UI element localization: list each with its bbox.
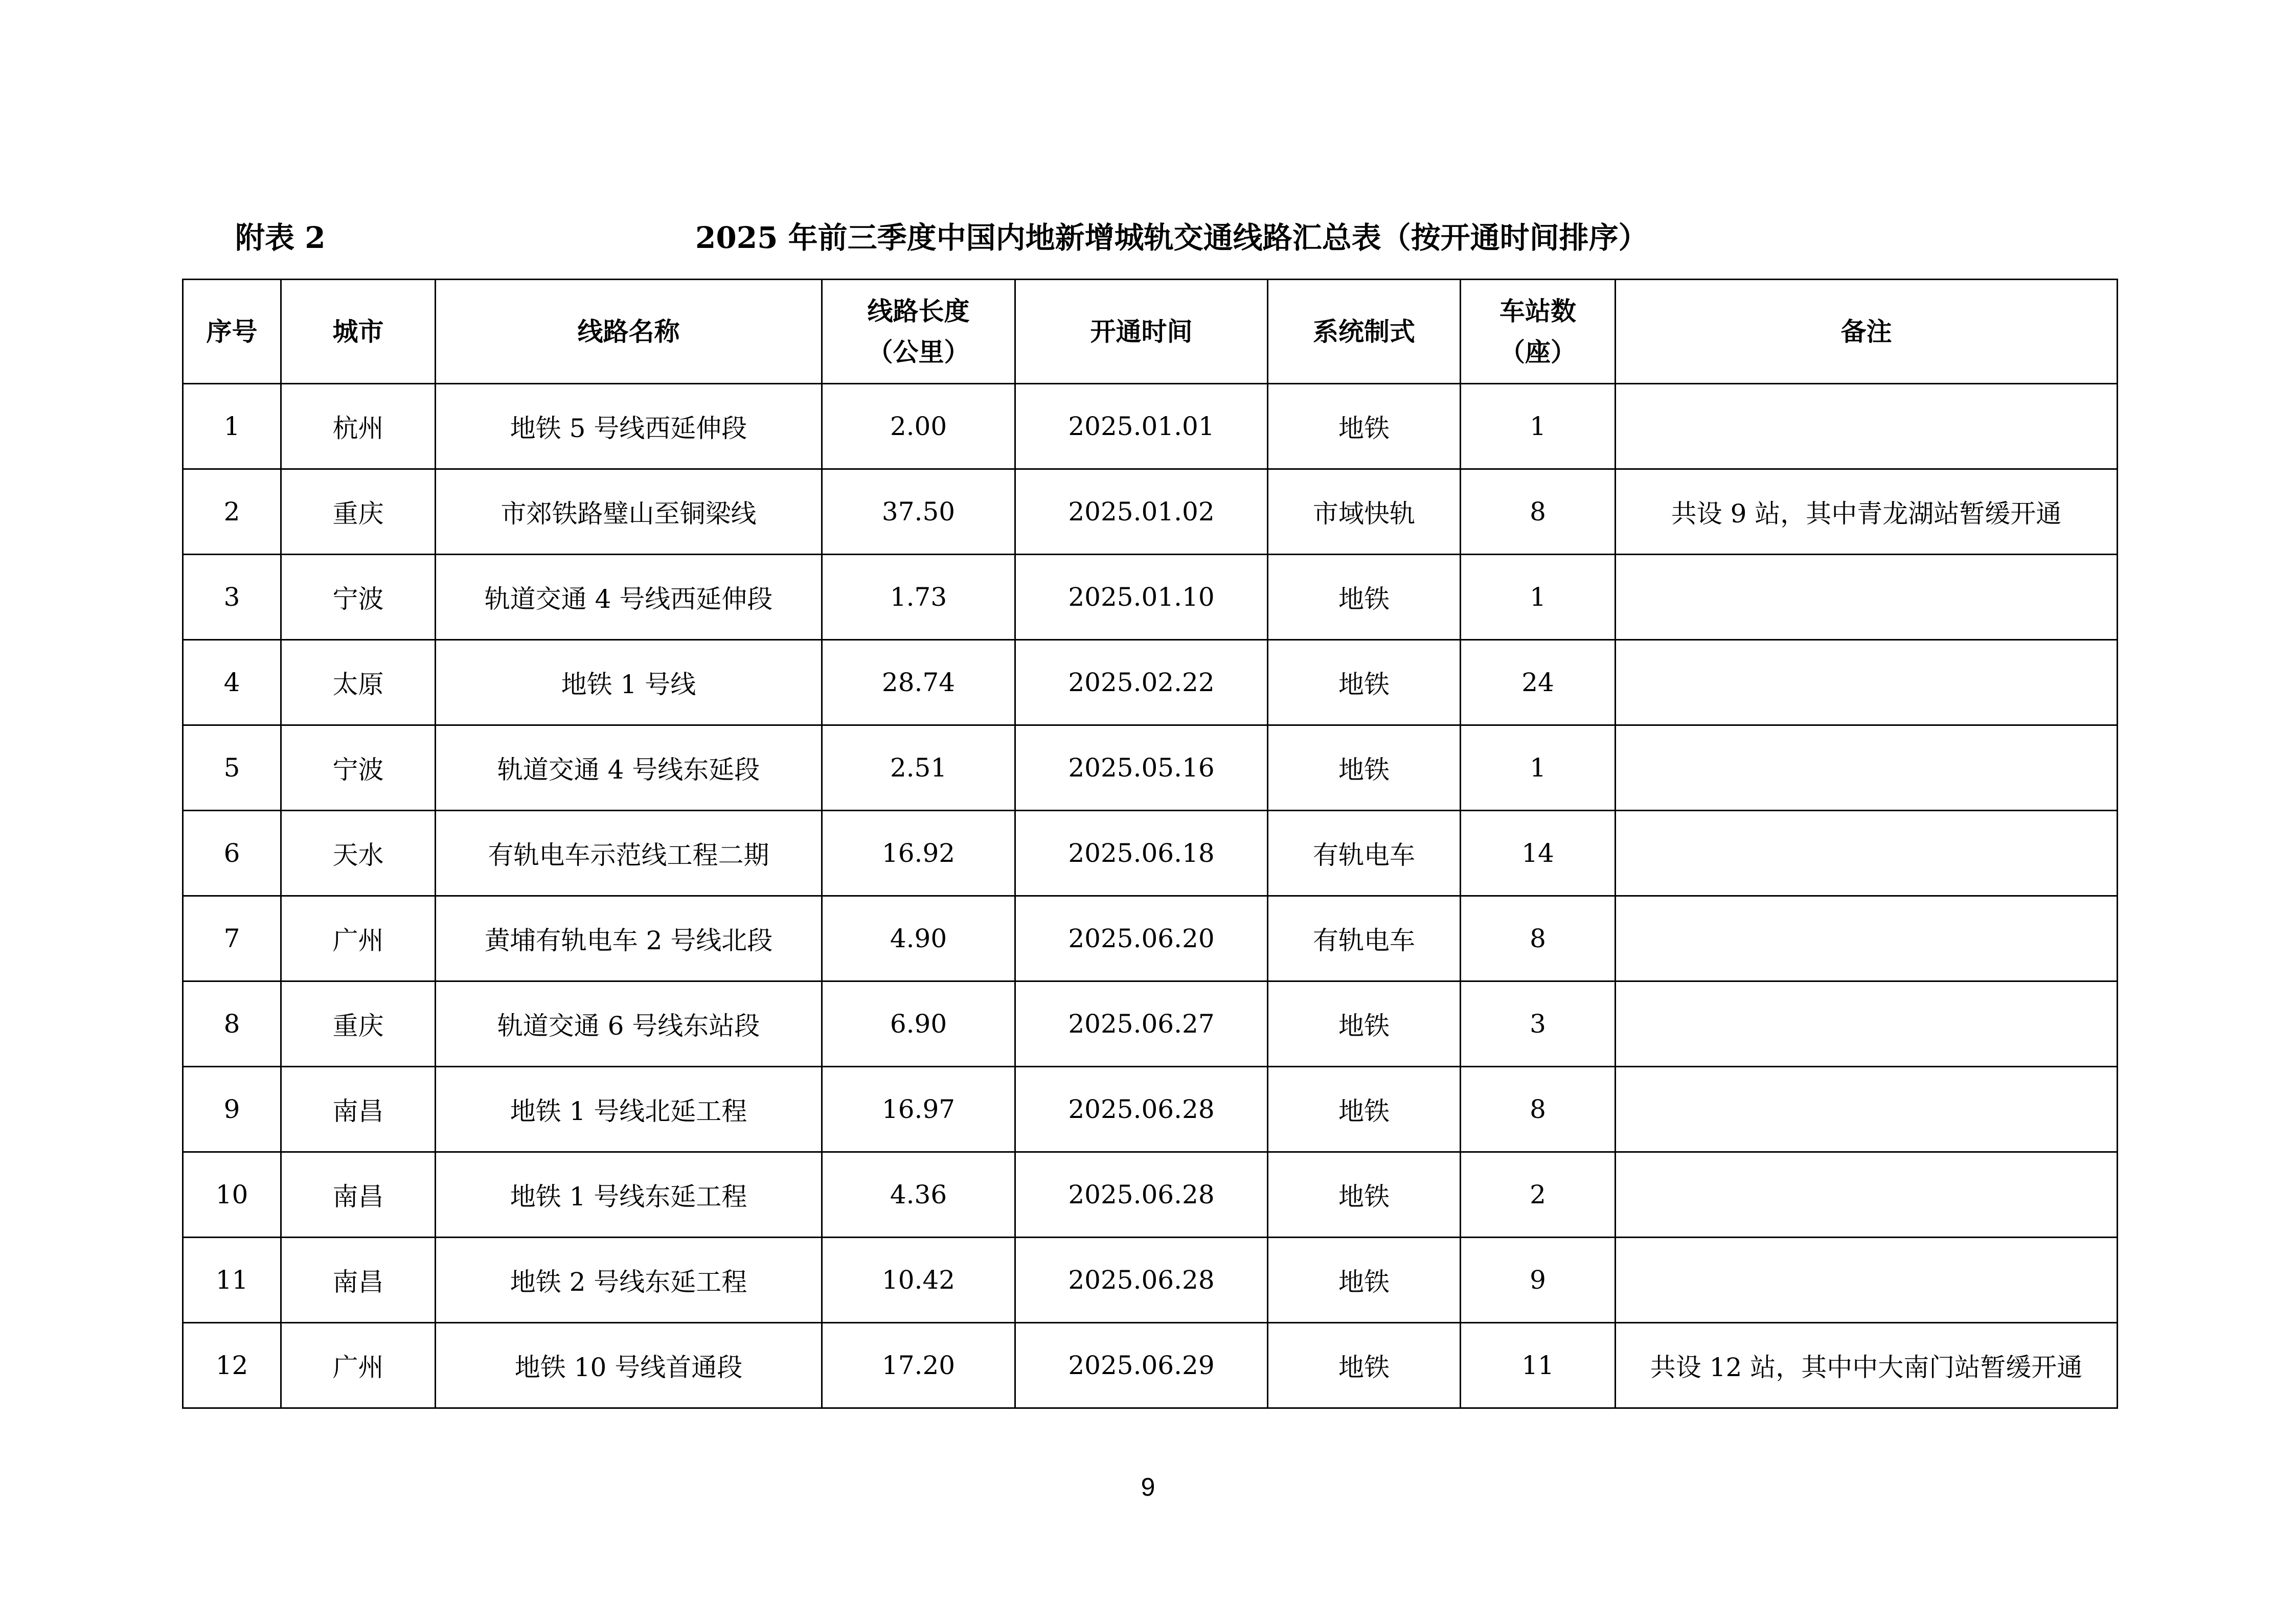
cell-remark: 共设 9 站，其中青龙湖站暂缓开通 [1616,469,2118,555]
cell-stations: 1 [1461,555,1616,640]
cell-no: 11 [183,1238,281,1323]
cell-stations: 1 [1461,384,1616,469]
column-header-system: 系统制式 [1268,280,1461,384]
cell-length: 28.74 [822,640,1015,725]
column-header-stations: 车站数 （座） [1461,280,1616,384]
cell-no: 3 [183,555,281,640]
cell-length: 17.20 [822,1323,1015,1408]
table-row [183,384,2118,469]
column-header-line-name: 线路名称 [436,280,822,384]
cell-city: 广州 [281,896,436,981]
cell-city: 南昌 [281,1152,436,1238]
cell-line-name: 黄埔有轨电车 2 号线北段 [436,896,822,981]
cell-line-name: 地铁 5 号线西延伸段 [436,384,822,469]
cell-length: 6.90 [822,981,1015,1067]
cell-stations: 11 [1461,1323,1616,1408]
cell-length: 4.90 [822,896,1015,981]
cell-open-date: 2025.06.18 [1015,811,1268,896]
cell-open-date: 2025.01.01 [1015,384,1268,469]
cell-open-date: 2025.06.28 [1015,1238,1268,1323]
table-row [183,725,2118,811]
cell-system: 市域快轨 [1268,469,1461,555]
cell-line-name: 轨道交通 4 号线东延段 [436,725,822,811]
cell-remark [1616,1067,2118,1152]
cell-remark [1616,555,2118,640]
column-header-city: 城市 [281,280,436,384]
cell-length: 1.73 [822,555,1015,640]
cell-stations: 9 [1461,1238,1616,1323]
cell-line-name: 地铁 1 号线 [436,640,822,725]
cell-city: 天水 [281,811,436,896]
cell-no: 12 [183,1323,281,1408]
cell-open-date: 2025.01.02 [1015,469,1268,555]
cell-no: 5 [183,725,281,811]
appendix-label: 附表 2 [235,220,326,255]
cell-length: 4.36 [822,1152,1015,1238]
cell-line-name: 地铁 1 号线北延工程 [436,1067,822,1152]
cell-line-name: 轨道交通 4 号线西延伸段 [436,555,822,640]
table-body [183,384,2118,1408]
cell-system: 有轨电车 [1268,896,1461,981]
cell-no: 10 [183,1152,281,1238]
cell-system: 地铁 [1268,1323,1461,1408]
cell-stations: 8 [1461,896,1616,981]
column-header-no: 序号 [183,280,281,384]
cell-system: 地铁 [1268,640,1461,725]
cell-city: 杭州 [281,384,436,469]
cell-open-date: 2025.06.20 [1015,896,1268,981]
cell-stations: 3 [1461,981,1616,1067]
cell-open-date: 2025.06.28 [1015,1152,1268,1238]
cell-remark [1616,811,2118,896]
cell-line-name: 地铁 10 号线首通段 [436,1323,822,1408]
cell-length: 16.97 [822,1067,1015,1152]
table-header-row [183,280,2118,384]
new-lines-table [182,279,2118,1409]
cell-city: 广州 [281,1323,436,1408]
cell-stations: 2 [1461,1152,1616,1238]
cell-remark [1616,1152,2118,1238]
cell-remark [1616,640,2118,725]
cell-system: 地铁 [1268,555,1461,640]
table-row [183,896,2118,981]
table-row [183,1323,2118,1408]
table-row [183,640,2118,725]
cell-open-date: 2025.02.22 [1015,640,1268,725]
cell-city: 重庆 [281,469,436,555]
cell-length: 37.50 [822,469,1015,555]
cell-city: 南昌 [281,1238,436,1323]
column-header-length: 线路长度 （公里） [822,280,1015,384]
cell-city: 太原 [281,640,436,725]
cell-line-name: 地铁 2 号线东延工程 [436,1238,822,1323]
cell-length: 16.92 [822,811,1015,896]
cell-length: 10.42 [822,1238,1015,1323]
cell-remark [1616,896,2118,981]
column-header-remark: 备注 [1616,280,2118,384]
cell-line-name: 地铁 1 号线东延工程 [436,1152,822,1238]
cell-city: 南昌 [281,1067,436,1152]
cell-open-date: 2025.06.27 [1015,981,1268,1067]
cell-stations: 24 [1461,640,1616,725]
table-row [183,811,2118,896]
cell-city: 重庆 [281,981,436,1067]
cell-system: 地铁 [1268,384,1461,469]
cell-open-date: 2025.05.16 [1015,725,1268,811]
page-header [0,212,2296,263]
cell-remark [1616,1238,2118,1323]
table-title: 2025 年前三季度中国内地新增城轨交通线路汇总表（按开通时间排序） [695,220,1648,255]
column-header-open-date: 开通时间 [1015,280,1268,384]
table-row [183,1067,2118,1152]
cell-no: 9 [183,1067,281,1152]
cell-remark [1616,981,2118,1067]
cell-city: 宁波 [281,555,436,640]
cell-stations: 8 [1461,1067,1616,1152]
cell-remark: 共设 12 站，其中中大南门站暂缓开通 [1616,1323,2118,1408]
table-row [183,981,2118,1067]
cell-length: 2.51 [822,725,1015,811]
cell-system: 地铁 [1268,1238,1461,1323]
cell-no: 4 [183,640,281,725]
cell-stations: 14 [1461,811,1616,896]
cell-system: 地铁 [1268,981,1461,1067]
cell-open-date: 2025.06.28 [1015,1067,1268,1152]
cell-open-date: 2025.06.29 [1015,1323,1268,1408]
page-number: 9 [1141,1473,1155,1501]
cell-line-name: 轨道交通 6 号线东站段 [436,981,822,1067]
cell-length: 2.00 [822,384,1015,469]
cell-no: 1 [183,384,281,469]
table-row [183,1152,2118,1238]
cell-line-name: 市郊铁路璧山至铜梁线 [436,469,822,555]
table-row [183,469,2118,555]
cell-open-date: 2025.01.10 [1015,555,1268,640]
cell-no: 6 [183,811,281,896]
cell-stations: 8 [1461,469,1616,555]
cell-line-name: 有轨电车示范线工程二期 [436,811,822,896]
cell-system: 地铁 [1268,725,1461,811]
cell-system: 有轨电车 [1268,811,1461,896]
table-row [183,555,2118,640]
cell-no: 8 [183,981,281,1067]
table-container [182,279,2117,1409]
cell-remark [1616,384,2118,469]
cell-system: 地铁 [1268,1152,1461,1238]
cell-system: 地铁 [1268,1067,1461,1152]
table-row [183,1238,2118,1323]
cell-no: 2 [183,469,281,555]
cell-city: 宁波 [281,725,436,811]
cell-remark [1616,725,2118,811]
cell-stations: 1 [1461,725,1616,811]
cell-no: 7 [183,896,281,981]
